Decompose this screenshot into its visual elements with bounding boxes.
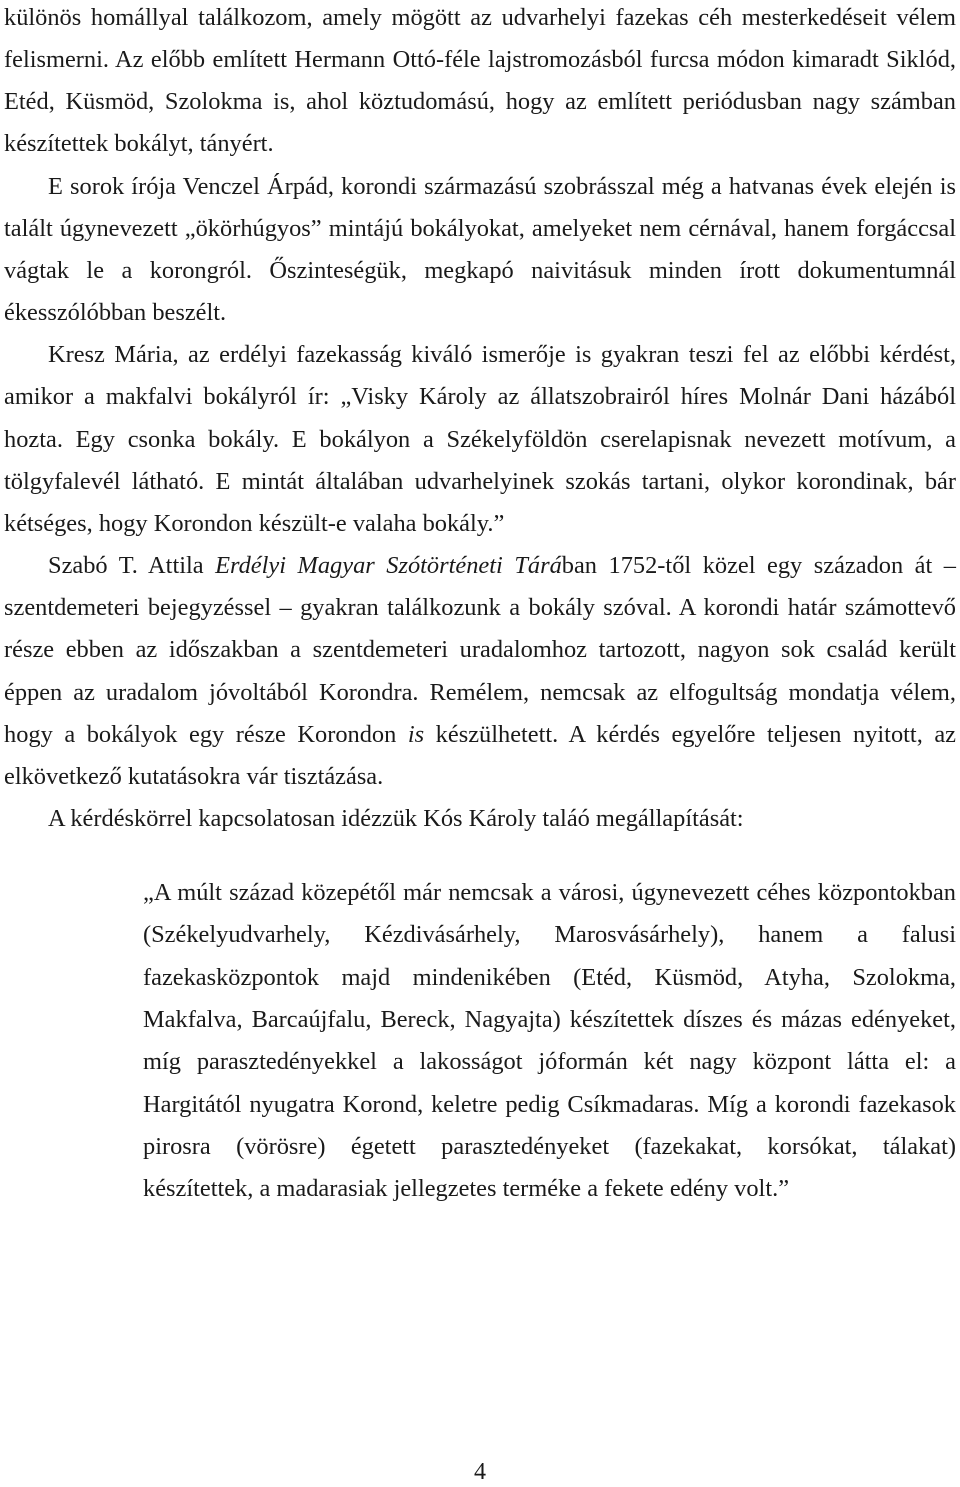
paragraph-1: különös homállyal találkozom, amely mögött az udvarhelyi fazekas céh mesterkedéseit vélem felismerni. Az előbb említett Hermann Ottó-féle lajstromozásból furcsa módon kimaradt Siklód, Etéd, Küsmöd, Szolokma is, ahol köztudomású, hogy az említett periódusban nagy számban készítettek bokályt, tányért.	[4, 4, 956, 158]
paragraph-5: A kérdéskörrel kapcsolatosan idézzük Kós Károly taláó megállapítását:	[48, 804, 744, 832]
dictionary-title: Erdélyi Magyar Szótörténeti Tárá	[215, 552, 562, 580]
paragraph-2: E sorok írója Venczel Árpád, korondi származású szobrásszal még a hatvanas évek elején is talált úgynevezett „ökörhúgyos” mintájú bokályokat, amelyeket nem cérnával, hanem forgáccsal vágtak le a korongról. Őszinteségük, megkapó naivitásuk minden írott dokumentumnál ékesszólóbban beszélt.	[4, 172, 956, 327]
emphasis-word: is	[407, 720, 425, 748]
document-page	[4, 0, 956, 1211]
paragraph-4-text-middle: ban 1752-től közel egy századon át – szentdemeteri bejegyzéssel – gyakran találkozunk a bokály szóval. A korondi határ számottevő része ebben az időszakban a szentdemeteri uradalomhoz tartozott, nagyon sok család került éppen az uradalom jóvoltából Korondra. Remélem, nemcsak az elfogultság mondatja vélem, hogy a bokályok egy része Korondon	[4, 552, 956, 748]
paragraph-4-text-start: Szabó T. Attila	[48, 552, 216, 580]
paragraph-4-text-end: készülhetett. A kérdés egyelőre teljesen nyitott, az elkövetkező kutatásokra vár tisztázása.	[4, 720, 956, 790]
block-quote: „A múlt század közepétől már nemcsak a városi, úgynevezett céhes központokban (Székelyudvarhely, Kézdivásárhely, Marosvásárhely), hanem a falusi fazekasközpontok majd mindenikében (Etéd, Küsmöd, Atyha, Szolokma, Makfalva, Barcaújfalu, Bereck, Nagyajta) készítettek díszes és mázas edényeket, míg parasztedényekkel a lakosságot jóformán két nagy központ látta el: a Hargitától nyugatra Korond, keletre pedig Csíkmadaras. Míg a korondi fazekasok pirosra (vörösre) égetett parasztedényeket (fazekakat, korsókat, tálakat) készítettek, a madarasiak jellegzetes terméke a fekete edény volt.”	[143, 879, 956, 1203]
paragraph-3: Kresz Mária, az erdélyi fazekasság kiváló ismerője is gyakran teszi fel az előbbi kérdést, amikor a makfalvi bokályról ír: „Visky Károly az állatszobrairól híres Molnár Dani házából hozta. Egy csonka bokály. E bokályon a Székelyföldön cserelapisnak nevezett motívum, a tölgyfalevél látható. E mintát általában udvarhelyinek szokás tartani, olykor korondinak, bár kétséges, hogy Korondon készült-e valaha bokály.”	[4, 341, 956, 537]
paragraph-4	[4, 545, 956, 798]
page-number: 4	[474, 1459, 486, 1485]
quote-spacer	[4, 840, 956, 872]
